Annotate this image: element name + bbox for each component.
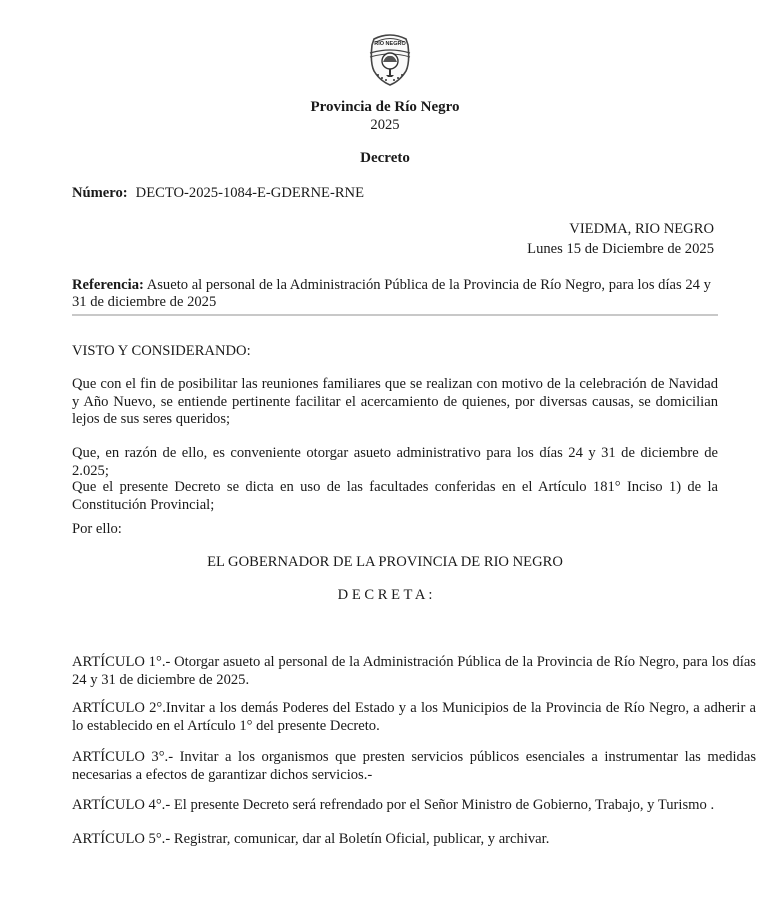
visto-heading: VISTO Y CONSIDERANDO: <box>72 343 251 359</box>
date: Lunes 15 de Diciembre de 2025 <box>527 241 714 257</box>
rio-negro-coat-of-arms-icon <box>366 33 414 89</box>
articulo-3: ARTÍCULO 3°.- Invitar a los organismos que presten servicios públicos esenciales a instrumentar las medidas necesarias a efectos de garantizar dichos servicios.- <box>72 749 756 783</box>
province-title: Provincia de Río Negro <box>310 99 460 115</box>
articulo-4: ARTÍCULO 4°.- El presente Decreto será refrendado por el Señor Ministro de Gobierno, Trabajo, y Turismo . <box>72 797 715 813</box>
referencia <box>72 277 712 311</box>
decreta-heading: D E C R E T A : <box>337 587 433 603</box>
svg-text:RIO NEGRO: RIO NEGRO <box>374 41 406 47</box>
decree-number-label: Número: <box>72 185 128 201</box>
referencia-label: Referencia: <box>72 277 144 293</box>
referencia-text: Asueto al personal de la Administración Pública de la Provincia de Río Negro, para los días 24 y 31 de diciembre de 2025 <box>72 277 711 310</box>
por-ello: Por ello: <box>72 521 122 537</box>
document-type: Decreto <box>360 150 410 166</box>
decree-number <box>72 185 364 202</box>
articulo-1: ARTÍCULO 1°.- Otorgar asueto al personal de la Administración Pública de la Provincia de Río Negro, para los días 24 y 31 de diciembre de 2025. <box>72 654 756 688</box>
considerando-paragraph: Que el presente Decreto se dicta en uso de las facultades conferidas en el Artículo 181° Inciso 1) de la Constitución Provincial; <box>72 479 718 513</box>
governor-heading: EL GOBERNADOR DE LA PROVINCIA DE RIO NEGRO <box>207 554 563 570</box>
articulo-5: ARTÍCULO 5°.- Registrar, comunicar, dar al Boletín Oficial, publicar, y archivar. <box>72 831 550 847</box>
considerando-paragraph: Que con el fin de posibilitar las reuniones familiares que se realizan con motivo de la celebración de Navidad y Año Nuevo, se entiende pertinente facilitar el acercamiento de quienes, por diversas causas, se domicilian lejos de sus seres queridos; <box>72 376 718 427</box>
city: VIEDMA, RIO NEGRO <box>569 221 714 237</box>
divider <box>72 314 718 316</box>
considerando-paragraph: Que, en razón de ello, es conveniente otorgar asueto administrativo para los días 24 y 31 de diciembre de 2.025; <box>72 445 718 479</box>
articulo-2: ARTÍCULO 2°.Invitar a los demás Poderes del Estado y a los Municipios de la Provincia de Río Negro, a adherir a lo establecido en el Artículo 1° del presente Decreto. <box>72 700 756 734</box>
decree-number-value: DECTO-2025-1084-E-GDERNE-RNE <box>135 185 365 201</box>
year: 2025 <box>370 117 400 133</box>
